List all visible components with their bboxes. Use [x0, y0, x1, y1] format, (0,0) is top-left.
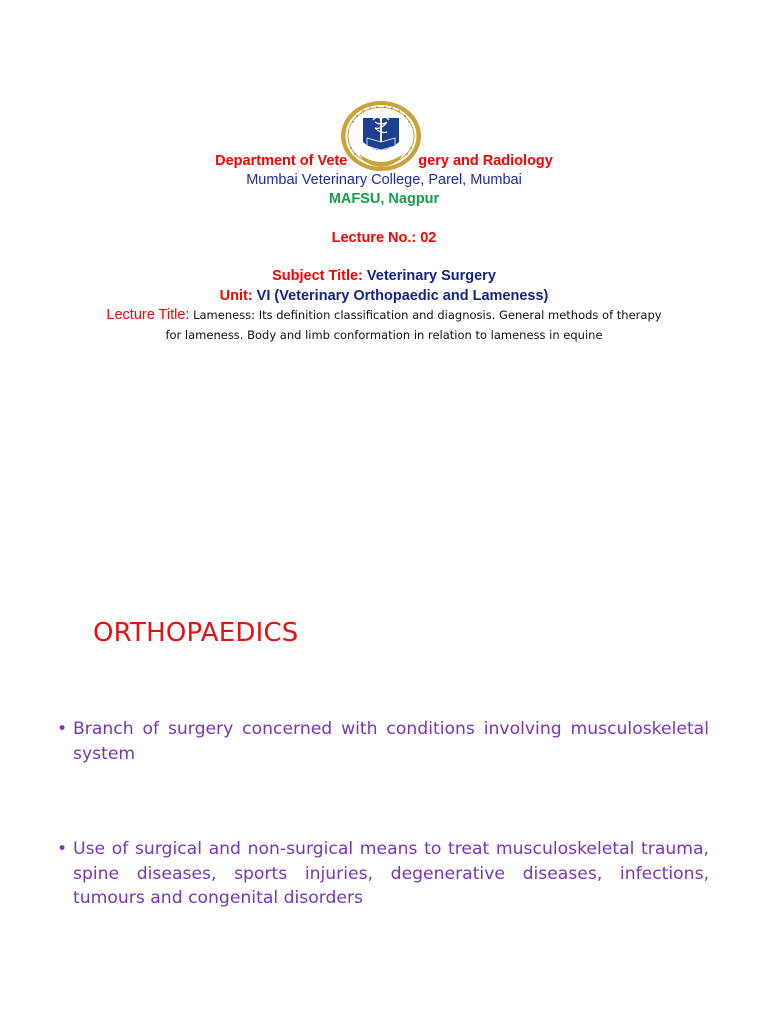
bullet-dot: •	[57, 839, 68, 859]
department-line	[0, 152, 768, 170]
college-name: Mumbai Veterinary College, Parel, Mumbai	[246, 172, 522, 188]
bullet-item	[57, 837, 709, 911]
subject-title-line	[0, 267, 768, 285]
lecture-title-block	[100, 305, 668, 345]
unit-value: VI (Veterinary Orthopaedic and Lameness)	[256, 288, 549, 304]
orthopaedics-slide	[0, 600, 768, 1024]
department-suffix: gery and Radiology	[418, 153, 553, 169]
bullet-text: Branch of surgery concerned with conditions involving musculoskeletal system	[73, 719, 709, 764]
lecture-number: Lecture No.: 02	[331, 230, 437, 246]
unit-label: Unit:	[219, 288, 253, 304]
university-name: MAFSU, Nagpur	[328, 191, 440, 207]
subject-title-value: Veterinary Surgery	[366, 268, 496, 284]
bullet-item	[57, 717, 709, 766]
bullet-dot: •	[57, 719, 68, 739]
unit-line	[0, 287, 768, 305]
slide-heading: ORTHOPAEDICS	[93, 618, 299, 648]
subject-title-label: Subject Title:	[272, 268, 363, 284]
bullet-text: Use of surgical and non-surgical means to treat musculoskeletal trauma, spine diseases, sports injuries, degenerative diseases, infections, tumours and congenital disorders	[73, 839, 709, 908]
department-prefix: Department of Vete	[215, 153, 348, 169]
lecture-title-label: Lecture Title:	[106, 307, 190, 323]
lecture-title-value: Lameness: Its definition classification and diagnosis. General methods of therapy for lameness. Body and limb conformation in relation to lameness in equine	[165, 308, 662, 342]
